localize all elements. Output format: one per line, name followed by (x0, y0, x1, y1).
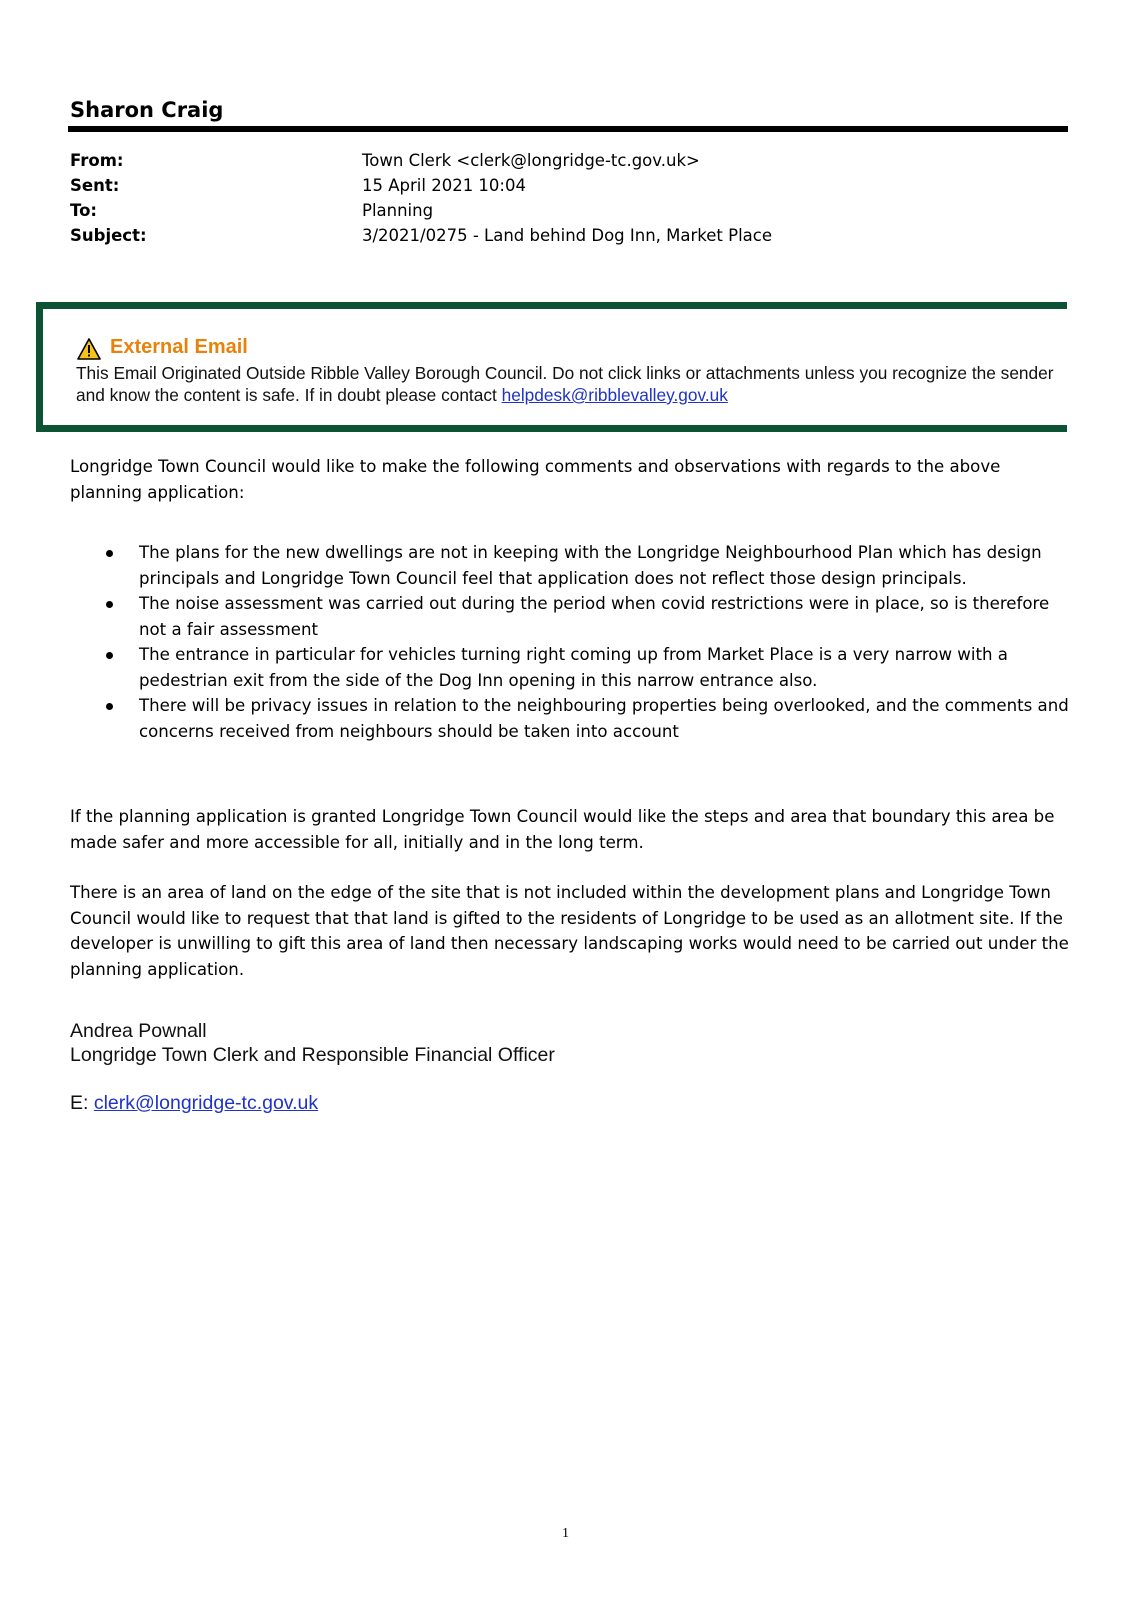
email-label: E: (70, 1092, 94, 1114)
list-item (70, 642, 1070, 693)
banner-message: This Email Originated Outside Ribble Valley Borough Council. Do not click links or attachments unless you recognize the sender and know the content is safe. If in doubt please contact (76, 363, 1054, 405)
comments-list (70, 540, 1070, 744)
to-label: To: (70, 201, 97, 220)
paragraph-allotment: There is an area of land on the edge of the site that is not included within the development plans and Longridge Town Council would like to request that that land is gifted to the residents of Longridge to be used as an allotment site. If the developer is unwilling to gift this area of land then necessary landscaping works would need to be carried out under the planning application. (70, 883, 1069, 979)
list-item-text: There will be privacy issues in relation to the neighbouring properties being overlooked, and the comments and concerns received from neighbours should be taken into account (139, 696, 1069, 741)
signature-email-link[interactable]: clerk@longridge-tc.gov.uk (93, 1092, 319, 1114)
page-number: 1 (562, 1526, 569, 1541)
banner-title: External Email (110, 336, 248, 358)
subject-label: Subject: (70, 226, 147, 245)
from-value: Town Clerk <clerk@longridge-tc.gov.uk> (362, 151, 700, 170)
bullet-icon (106, 550, 113, 557)
list-item-text: The plans for the new dwellings are not in keeping with the Longridge Neighbourhood Plan which has design principals and Longridge Town Council feel that application does not reflect those design principals. (139, 543, 1042, 588)
signature-title: Longridge Town Clerk and Responsible Financial Officer (70, 1044, 555, 1066)
banner-text (76, 362, 1066, 406)
list-item (70, 540, 1070, 591)
bullet-icon (106, 652, 113, 659)
list-item (70, 693, 1070, 744)
to-value: Planning (362, 201, 434, 220)
bullet-icon (106, 601, 113, 608)
helpdesk-link[interactable]: helpdesk@ribblevalley.gov.uk (501, 385, 728, 405)
signature-email (70, 1091, 318, 1115)
sent-label: Sent: (70, 176, 120, 195)
from-label: From: (70, 151, 124, 170)
warning-icon (77, 338, 101, 360)
mailbox-owner-name: Sharon Craig (70, 98, 224, 122)
sent-value: 15 April 2021 10:04 (362, 176, 526, 195)
subject-value: 3/2021/0275 - Land behind Dog Inn, Market Place (362, 226, 772, 245)
header-divider (68, 126, 1068, 132)
list-item (70, 591, 1070, 642)
signature-name: Andrea Pownall (70, 1020, 207, 1042)
paragraph-safety: If the planning application is granted Longridge Town Council would like the steps and area that boundary this area be made safer and more accessible for all, initially and in the long term. (70, 807, 1055, 852)
list-item-text: The noise assessment was carried out during the period when covid restrictions were in place, so is therefore not a fair assessment (139, 594, 1050, 639)
intro-paragraph: Longridge Town Council would like to make the following comments and observations with regards to the above planning application: (70, 457, 1001, 502)
list-item-text: The entrance in particular for vehicles turning right coming up from Market Place is a very narrow with a pedestrian exit from the side of the Dog Inn opening in this narrow entrance also. (139, 645, 1008, 690)
bullet-icon (106, 703, 113, 710)
external-email-banner (36, 302, 1067, 432)
